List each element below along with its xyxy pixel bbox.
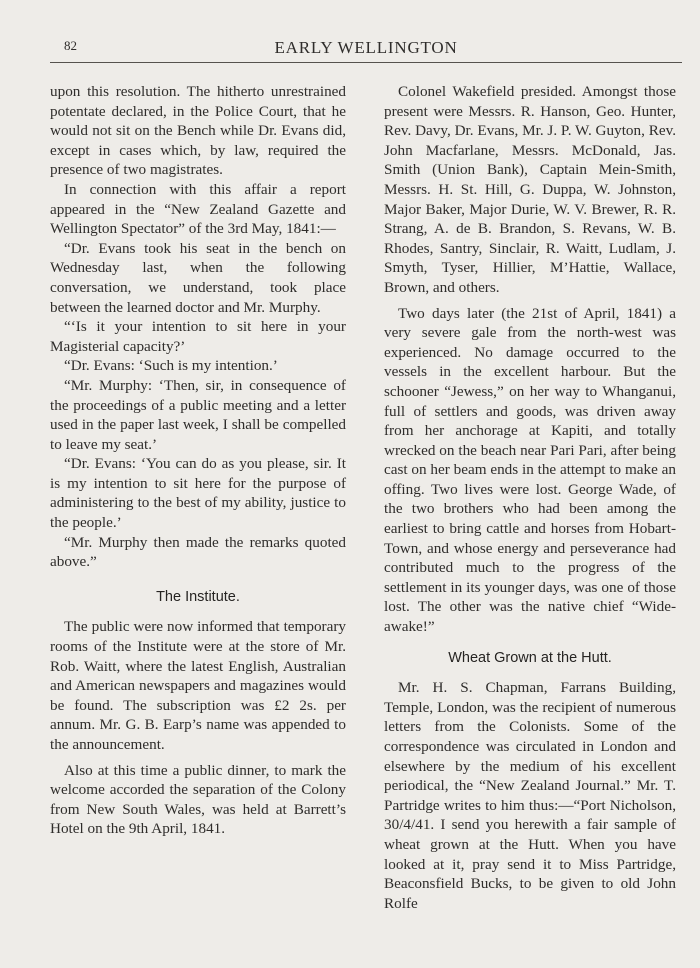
paragraph: “‘Is it your intention to sit here in your Magisterial capacity?’ bbox=[50, 318, 346, 355]
left-column bbox=[50, 82, 346, 839]
running-title: EARLY WELLINGTON bbox=[274, 38, 458, 57]
paragraph: Two days later (the 21st of April, 1841) a very severe gale from the north-west was experienced. No damage occurred to the vessels in the excellent harbour. But the schooner “Jewess,” on her way to Whanganui, full of settlers and goods, was driven away from her anchorage at Kapiti, and totally wrecked on the beach near Pari Pari, after being cast on her beam ends in the attempt to make an offing. Two lives were lost. George Wade, of the two brothers who had been among the earliest to bring cattle and horses from Hobart-Town, and whose energy and perseverance had contributed much to the progress of the settlement in its younger days, was one of those lost. The other was the native chief “Wide-awake!” bbox=[384, 304, 676, 636]
paragraph: Mr. H. S. Chapman, Farrans Building, Temple, London, was the recipient of numerous letters from the Colonists. Some of the correspondence was circulated in London and elsewhere by the medium of his excellent periodical, the “New Zealand Journal.” Mr. T. Partridge writes to him thus:—“Port Nicholson, 30/4/41. I send you herewith a fair sample of wheat grown at the Hutt. When you have looked at it, pray send it to Miss Partridge, Beaconsfield Bucks, to be given to old John Rolfe bbox=[384, 679, 676, 912]
paragraph: The public were now informed that temporary rooms of the Institute were at the store of Mr. Rob. Waitt, where the latest English, Australian and American newspapers and magazines would be found. The subscription was £2 2s. per annum. Mr. G. B. Earp’s name was appended to the announcement. bbox=[50, 618, 346, 753]
right-column bbox=[384, 82, 676, 913]
section-heading-institute: The Institute. bbox=[156, 588, 240, 605]
paragraph: “Dr. Evans took his seat in the bench on Wednesday last, when the following conversation, we understand, took place between the learned doctor and Mr. Murphy. bbox=[50, 239, 346, 316]
section-heading-wheat: Wheat Grown at the Hutt. bbox=[448, 649, 612, 666]
page-header bbox=[50, 36, 682, 63]
paragraph: Colonel Wakefield presided. Amongst those present were Messrs. R. Hanson, Geo. Hunter, Rev. Davy, Dr. Evans, Mr. J. P. W. Guyton, Rev. John Macfarlane, Messrs. McDonald, Jas. Smith (Union Bank), Captain Mein-Smith, Messrs. H. St. Hill, G. Duppa, W. Johnston, Major Baker, Major Durie, W. V. Brewer, R. R. Strang, A. de B. Brandon, S. Revans, W. B. Rhodes, Santry, Sinclair, R. Waitt, Ludlam, J. Smyth, Tyser, Hillier, M’Hattie, Wallace, Brown, and others. bbox=[384, 83, 676, 296]
paragraph: upon this resolution. The hitherto unrestrained potentate declared, in the Police Court, that he would not sit on the Bench while Dr. Evans did, except in cases which, by law, required the presence of two magistrates. bbox=[50, 83, 346, 179]
paragraph: “Mr. Murphy then made the remarks quoted above.” bbox=[50, 533, 346, 571]
page-number: 82 bbox=[64, 38, 77, 53]
paragraph: “Dr. Evans: ‘Such is my intention.’ bbox=[64, 357, 278, 375]
paragraph: “Dr. Evans: ‘You can do as you please, sir. It is my intention to sit here for the purpose of administering to the best of my ability, justice to the people.’ bbox=[50, 455, 346, 532]
paragraph: In connection with this affair a report appeared in the “New Zealand Gazette and Wellington Spectator” of the 3rd May, 1841:— bbox=[50, 180, 346, 238]
paragraph: “Mr. Murphy: ‘Then, sir, in consequence of the proceedings of a public meeting and a letter used in the paper last week, I shall be compelled to leave my seat.’ bbox=[50, 376, 346, 453]
paragraph: Also at this time a public dinner, to mark the welcome accorded the separation of the Colony from New South Wales, was held at Barrett’s Hotel on the 9th April, 1841. bbox=[50, 761, 346, 838]
